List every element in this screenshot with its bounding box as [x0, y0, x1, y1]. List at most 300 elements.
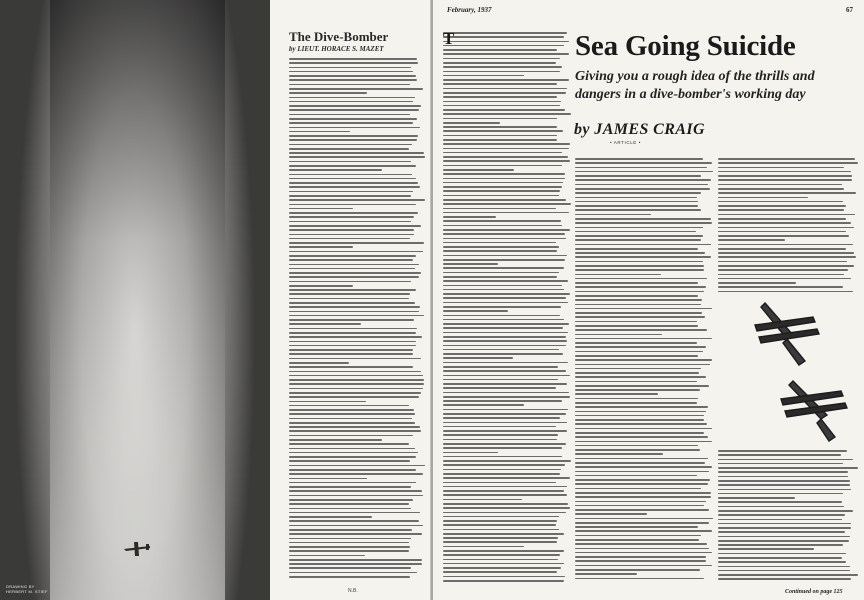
text-line [443, 392, 569, 394]
text-line [575, 179, 711, 181]
text-line [575, 308, 712, 310]
text-line [718, 184, 842, 186]
text-line [718, 214, 855, 216]
text-line [289, 490, 422, 492]
text-line [443, 417, 560, 419]
text-line [443, 139, 557, 141]
text-line [718, 497, 795, 499]
text-line [443, 75, 524, 77]
text-line [575, 205, 698, 207]
text-line [718, 192, 856, 194]
text-line [718, 235, 849, 237]
text-line [443, 242, 556, 244]
text-line [289, 555, 365, 557]
text-line [443, 546, 524, 548]
text-line [575, 560, 706, 562]
text-line [443, 336, 566, 338]
text-line [289, 139, 417, 141]
text-line [443, 409, 568, 411]
text-line [443, 520, 557, 522]
text-line [443, 178, 565, 180]
text-line [289, 105, 421, 107]
text-line [575, 321, 697, 323]
text-line [443, 126, 557, 128]
text-line [289, 366, 413, 368]
text-line [289, 512, 420, 514]
article-deck: Giving you a rough idea of the thrills and dangers in a dive-bomber's working day [575, 69, 815, 102]
text-line [443, 460, 571, 462]
text-line [443, 156, 568, 158]
text-line [443, 524, 556, 526]
left-page [0, 0, 431, 600]
text-line [289, 341, 416, 343]
aerial-photo [0, 0, 270, 600]
text-line [289, 550, 409, 552]
text-line [289, 174, 412, 176]
text-line [289, 84, 410, 86]
text-line [443, 113, 571, 115]
text-line [575, 381, 697, 383]
text-line [443, 62, 556, 64]
text-line [289, 469, 416, 471]
text-line [443, 533, 564, 535]
text-line [289, 546, 410, 548]
article-tag: • ARTICLE • [610, 140, 641, 145]
text-line [575, 372, 699, 374]
text-line [575, 231, 696, 233]
text-line [575, 458, 708, 460]
text-line [443, 302, 568, 304]
text-line [443, 482, 556, 484]
text-line [443, 220, 561, 222]
text-line [289, 242, 424, 244]
text-line [718, 209, 844, 211]
text-line [443, 92, 566, 94]
text-line [289, 289, 416, 291]
text-line [575, 368, 701, 370]
text-line [718, 467, 858, 469]
text-line [575, 488, 701, 490]
text-line [289, 169, 382, 171]
text-line [289, 349, 413, 351]
text-line [443, 571, 557, 573]
text-line [575, 479, 710, 481]
text-line [718, 523, 851, 525]
text-line [575, 274, 661, 276]
text-line [443, 430, 567, 432]
text-line [289, 439, 382, 441]
text-line [575, 162, 712, 164]
text-line [718, 162, 858, 164]
folio-number: 67 [846, 6, 853, 14]
text-line [443, 370, 566, 372]
text-line [289, 221, 411, 223]
text-line [575, 278, 707, 280]
text-line [575, 261, 703, 263]
text-line [289, 426, 420, 428]
text-line [443, 422, 567, 424]
text-line [289, 191, 413, 193]
text-line [718, 480, 850, 482]
poem-title: The Dive-Bomber [289, 29, 389, 44]
text-line [718, 197, 808, 199]
text-line [443, 152, 562, 154]
text-line [443, 130, 563, 132]
text-line [443, 186, 562, 188]
text-line [289, 413, 415, 415]
text-line [443, 160, 570, 162]
text-line [443, 109, 565, 111]
text-line [289, 448, 415, 450]
text-line [443, 267, 564, 269]
text-line [443, 263, 498, 265]
text-line [289, 272, 421, 274]
text-line [443, 340, 567, 342]
text-line [443, 400, 562, 402]
text-line [443, 36, 564, 38]
text-line [443, 439, 557, 441]
text-line [443, 456, 562, 458]
text-line [289, 495, 423, 497]
article-column-2 [575, 158, 713, 590]
text-line [718, 514, 845, 516]
text-line [718, 450, 847, 452]
text-line [575, 244, 711, 246]
text-line [289, 542, 409, 544]
page-mark: N.B. [348, 588, 358, 594]
text-line [575, 548, 709, 550]
text-line [718, 574, 858, 576]
text-line [289, 75, 416, 77]
text-line [575, 428, 712, 430]
text-line [575, 248, 698, 250]
text-line [289, 234, 414, 236]
text-line [289, 204, 416, 206]
text-line [289, 456, 416, 458]
text-line [443, 285, 562, 287]
text-line [289, 144, 412, 146]
text-line [575, 355, 698, 357]
text-line [443, 32, 567, 34]
text-line [443, 576, 565, 578]
text-line [575, 299, 702, 301]
text-line [718, 231, 846, 233]
text-line [575, 393, 658, 395]
text-line [443, 362, 568, 364]
text-line [289, 516, 372, 518]
text-line [443, 434, 558, 436]
drop-cap: T [443, 32, 455, 48]
text-line [718, 222, 851, 224]
text-line [289, 533, 422, 535]
text-line [718, 286, 843, 288]
text-line [289, 251, 423, 253]
text-line [718, 269, 848, 271]
text-line [718, 265, 854, 267]
text-line [289, 58, 417, 60]
text-line [718, 506, 844, 508]
text-line [443, 135, 557, 137]
text-line [575, 432, 704, 434]
text-line [289, 238, 410, 240]
article-column-3-lower [718, 450, 858, 585]
text-line [443, 580, 564, 582]
text-line [289, 405, 409, 407]
text-line [575, 209, 701, 211]
text-line [575, 552, 712, 554]
text-line [289, 281, 411, 283]
text-line [575, 167, 707, 169]
text-line [718, 510, 853, 512]
text-line [443, 182, 563, 184]
text-line [718, 201, 843, 203]
text-line [575, 492, 711, 494]
text-line [443, 473, 560, 475]
text-line [718, 548, 814, 550]
text-line [443, 357, 513, 359]
text-line [443, 507, 570, 509]
text-line [718, 278, 851, 280]
text-line [443, 276, 557, 278]
text-line [289, 276, 419, 278]
text-line [289, 379, 424, 381]
text-line [443, 529, 559, 531]
text-line [575, 325, 698, 327]
text-line [575, 406, 708, 408]
text-line [443, 315, 560, 317]
text-line [289, 503, 409, 505]
text-line [575, 201, 698, 203]
text-line [443, 332, 568, 334]
text-line [289, 122, 413, 124]
text-line [289, 71, 413, 73]
text-line [289, 353, 413, 355]
text-line [718, 244, 853, 246]
text-line [575, 483, 708, 485]
text-line [575, 543, 707, 545]
text-line [443, 105, 560, 107]
text-line [443, 353, 563, 355]
text-line [289, 559, 422, 561]
text-line [575, 501, 706, 503]
text-line [289, 328, 417, 330]
text-line [443, 413, 566, 415]
text-line [289, 418, 412, 420]
text-line [289, 246, 353, 248]
text-line [443, 250, 557, 252]
text-line [443, 148, 569, 150]
text-line [289, 268, 415, 270]
text-line [443, 537, 558, 539]
text-line [443, 486, 567, 488]
text-line [443, 66, 562, 68]
text-line [289, 383, 424, 385]
poem-byline: by LIEUT. HORACE S. MAZET [289, 45, 384, 53]
text-line [289, 135, 418, 137]
text-line [443, 233, 565, 235]
text-line [718, 256, 856, 258]
text-line [443, 541, 557, 543]
text-line [718, 553, 846, 555]
text-line [289, 109, 419, 111]
text-line [289, 529, 412, 531]
photo-credit: DRAWING BY HERBERT M. STIEF [6, 584, 48, 594]
text-line [718, 557, 842, 559]
text-line [575, 342, 697, 344]
text-line [289, 452, 418, 454]
text-line [289, 306, 420, 308]
text-line [443, 208, 556, 210]
text-line [289, 178, 416, 180]
text-line [575, 475, 697, 477]
text-line [443, 79, 569, 81]
text-line [289, 465, 425, 467]
text-line [289, 148, 409, 150]
text-line [443, 550, 564, 552]
text-line [718, 158, 855, 160]
text-line [718, 476, 848, 478]
text-line [575, 445, 698, 447]
text-line [443, 259, 565, 261]
text-line [289, 576, 410, 578]
text-line [718, 239, 785, 241]
text-line [443, 255, 567, 257]
text-line [575, 462, 705, 464]
text-line [443, 567, 561, 569]
text-line [289, 298, 409, 300]
text-line [575, 539, 699, 541]
text-line [289, 371, 421, 373]
text-line [289, 165, 416, 167]
text-line [443, 41, 569, 43]
text-line [443, 383, 567, 385]
text-line [443, 366, 558, 368]
text-line [289, 563, 422, 565]
text-line [443, 229, 570, 231]
text-line [289, 336, 422, 338]
text-line [289, 422, 415, 424]
folio-date: February, 1937 [447, 6, 492, 14]
poem-body [289, 58, 425, 588]
text-line [443, 71, 560, 73]
text-line [718, 459, 853, 461]
text-line [575, 402, 697, 404]
text-line [575, 530, 712, 532]
text-line [289, 259, 413, 261]
text-line [575, 565, 712, 567]
text-line [289, 520, 419, 522]
text-line [289, 225, 421, 227]
text-line [575, 346, 706, 348]
text-line [575, 338, 712, 340]
text-line [443, 96, 557, 98]
text-line [575, 573, 637, 575]
text-line [289, 392, 421, 394]
text-line [718, 544, 843, 546]
text-line [718, 454, 841, 456]
text-line [575, 175, 701, 177]
text-line [443, 494, 567, 496]
text-line [443, 310, 508, 312]
text-line [289, 152, 424, 154]
text-line [443, 469, 561, 471]
text-line [443, 319, 564, 321]
text-line [575, 184, 708, 186]
text-line [575, 569, 700, 571]
text-line [289, 460, 410, 462]
text-line [289, 435, 413, 437]
text-line [443, 212, 569, 214]
text-line [443, 426, 556, 428]
text-line [443, 53, 569, 55]
text-line [718, 501, 842, 503]
text-line [289, 375, 423, 377]
text-line [575, 518, 713, 520]
text-line [718, 171, 851, 173]
text-line [443, 190, 560, 192]
text-line [443, 195, 559, 197]
text-line [443, 101, 561, 103]
text-line [575, 364, 710, 366]
text-line [443, 169, 514, 171]
text-line [718, 218, 846, 220]
text-line [289, 319, 414, 321]
text-line [443, 143, 570, 145]
text-line [575, 359, 712, 361]
text-line [443, 216, 496, 218]
text-line [575, 415, 704, 417]
text-line [718, 536, 850, 538]
text-line [575, 235, 703, 237]
text-line [443, 323, 569, 325]
text-line [443, 503, 568, 505]
text-line [289, 212, 418, 214]
text-line [443, 464, 565, 466]
article-column-1 [443, 32, 571, 592]
text-line [575, 509, 709, 511]
text-line [575, 295, 698, 297]
text-line [575, 441, 712, 443]
text-line [289, 67, 411, 69]
text-line [289, 362, 349, 364]
text-line [575, 316, 705, 318]
text-line [575, 282, 698, 284]
text-line [289, 430, 421, 432]
text-line [289, 396, 419, 398]
text-line [575, 239, 701, 241]
text-line [443, 563, 564, 565]
text-line [443, 490, 564, 492]
text-line [575, 291, 704, 293]
text-line [289, 161, 411, 163]
text-line [289, 186, 420, 188]
text-line [443, 199, 566, 201]
text-line [443, 404, 524, 406]
text-line [575, 436, 708, 438]
text-line [575, 312, 702, 314]
text-line [289, 285, 353, 287]
text-line [289, 293, 410, 295]
text-line [443, 45, 564, 47]
text-line [289, 156, 425, 158]
continued-note: Continued on page 125 [785, 589, 843, 595]
article-byline: by JAMES CRAIG [574, 121, 705, 138]
text-line [718, 252, 854, 254]
text-line [575, 192, 701, 194]
text-line [443, 280, 568, 282]
text-line [443, 49, 557, 51]
text-line [718, 519, 842, 521]
